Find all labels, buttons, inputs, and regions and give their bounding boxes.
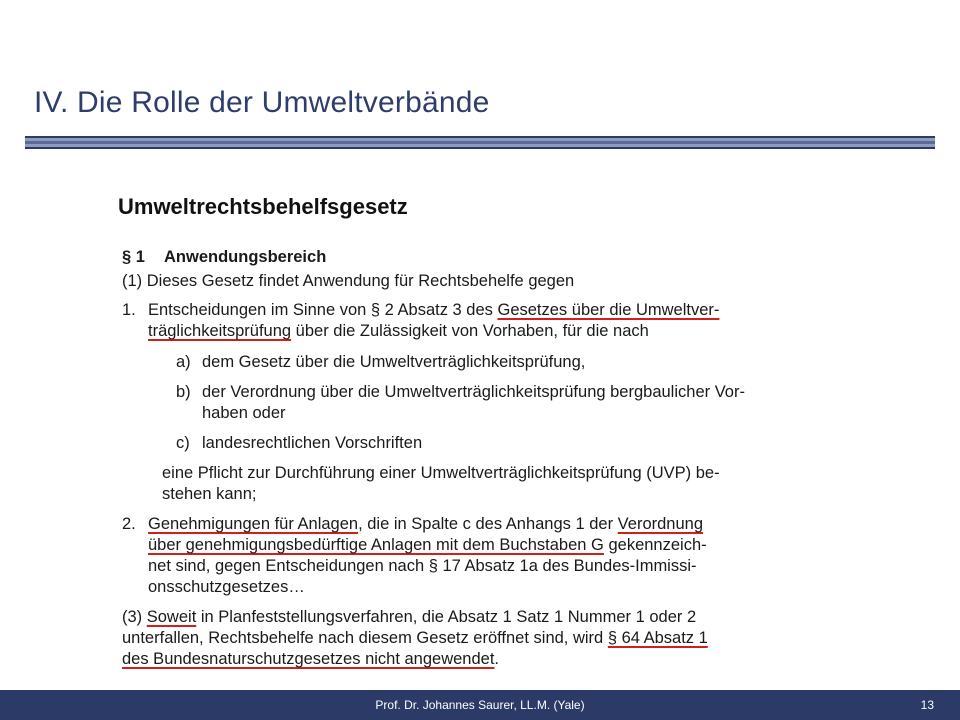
item-1-underlined-law-cont: träglichkeitsprüfung <box>148 322 292 340</box>
item-2-text: , die in Spalte c des Anhangs 1 der <box>358 515 618 533</box>
paragraph-3 <box>122 607 822 670</box>
paragraph-1: (1) Dieses Gesetz findet Anwendung für Rechtsbehelfe gegen <box>122 272 575 290</box>
paragraph-3-end: . <box>494 650 500 668</box>
slide-title: IV. Die Rolle der Umweltverbände <box>34 86 490 119</box>
subitem-b-number: b) <box>176 383 191 401</box>
subitem-a-number: a) <box>176 353 191 371</box>
title-divider <box>25 136 935 149</box>
item-2-underlined-approvals: Genehmigungen für Anlagen <box>148 515 359 533</box>
paragraph-3-underlined-ref: § 64 Absatz 1 <box>607 629 708 647</box>
footer-bar <box>0 690 960 720</box>
item-1-text: Entscheidungen im Sinne von § 2 Absatz 3 des <box>148 301 498 319</box>
section-heading <box>122 247 822 268</box>
subitem-b-text: der Verordnung über die Umweltverträglichkeitsprüfung bergbaulicher Vor- <box>202 383 745 401</box>
paragraph-3-underlined-ref-cont: des Bundesnaturschutzgesetzes nicht angewendet <box>122 650 495 668</box>
page-number: 13 <box>920 698 934 712</box>
slide-subtitle: Umweltrechtsbehelfsgesetz <box>118 194 408 219</box>
item-1-tail <box>122 463 822 505</box>
subitem-c-text: landesrechtlichen Vorschriften <box>202 434 423 452</box>
item-2 <box>122 514 822 598</box>
paragraph-3-text: in Planfeststellungsverfahren, die Absatz 1 Satz 1 Nummer 1 oder 2 <box>196 608 697 626</box>
title-divider-inner <box>25 141 935 144</box>
item-2-line-3: net sind, gegen Entscheidungen nach § 17 Absatz 1a des Bundes-Immissi- <box>148 557 697 575</box>
subitem-c-number: c) <box>176 434 190 452</box>
section-number: § 1 <box>122 248 145 266</box>
item-2-underlined-regulation-cont: über genehmigungsbedürftige Anlagen mit dem Buchstaben G <box>148 536 604 554</box>
item-1-tail-line-2: stehen kann; <box>162 485 257 503</box>
subitem-c <box>122 433 822 454</box>
item-1-number: 1. <box>122 301 136 319</box>
paragraph-3-number: (3) <box>122 608 147 626</box>
item-1-text-cont: über die Zulässigkeit von Vorhaben, für die nach <box>291 322 649 340</box>
paragraph-3-underlined-soweit: Soweit <box>146 608 197 626</box>
paragraph-3-text-cont: unterfallen, Rechtsbehelfe nach diesem Gesetz eröffnet sind, wird <box>122 629 608 647</box>
item-2-line-4: onsschutzgesetzes… <box>148 578 305 596</box>
section-title: Anwendungsbereich <box>164 248 327 266</box>
law-excerpt <box>122 247 822 670</box>
subitem-b-text-cont: haben oder <box>202 404 286 422</box>
subitem-a-text: dem Gesetz über die Umweltverträglichkeitsprüfung, <box>202 353 586 371</box>
item-1-underlined-law: Gesetzes über die Umweltver- <box>497 301 720 319</box>
item-2-underlined-regulation: Verordnung <box>617 515 703 533</box>
item-2-text-cont: gekennzeich- <box>603 536 707 554</box>
item-2-number: 2. <box>122 515 136 533</box>
subitem-b <box>122 382 822 424</box>
footer-author: Prof. Dr. Johannes Saurer, LL.M. (Yale) <box>375 698 585 712</box>
item-1 <box>122 300 822 342</box>
item-1-tail-line-1: eine Pflicht zur Durchführung einer Umweltverträglichkeitsprüfung (UVP) be- <box>162 464 720 482</box>
subitem-a <box>122 352 822 373</box>
